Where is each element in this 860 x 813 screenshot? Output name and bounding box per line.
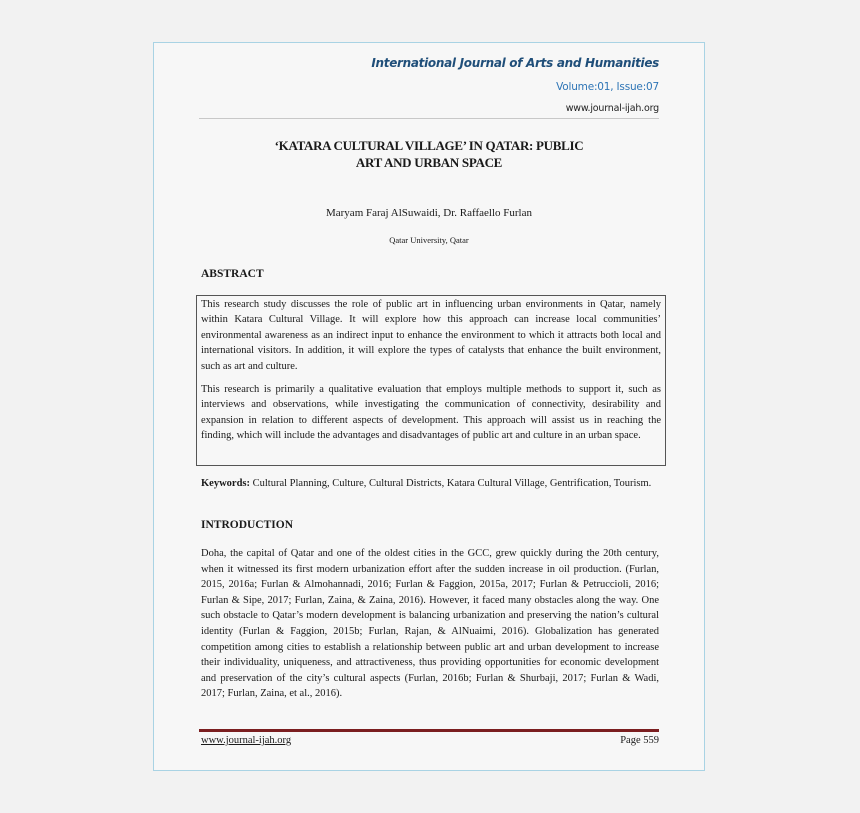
footer-url-link[interactable]: www.journal-ijah.org [201,735,292,746]
journal-title: International Journal of Arts and Humanities [371,56,659,70]
page-number: Page 559 [620,735,659,746]
journal-url[interactable]: www.journal-ijah.org [565,103,659,114]
introduction-body: Doha, the capital of Qatar and one of the oldest cities in the GCC, grew quickly during the 20th century, when it witnessed its first modern urbanization effort after the sudden increase in oil production. (Furlan, 2015, 2016a; Furlan & Almohannadi, 2016; Furlan & Faggion, 2015a, 2017; Furlan & Petruccioli, 2016; Furlan & Sipe, 2017; Furlan, Zaina, & Zaina, 2016). However, it faced many obstacles along the way. One such obstacle to Qatar’s modern development is balancing urbanization and preserving the nation’s cultural identity (Furlan & Faggion, 2015b; Furlan, Rajan, & AlNuaimi, 2016). Globalization has generated competition among cities to establish a relationship between public art and urban development to increase their individuality, uniqueness, and attractiveness, thus providing opportunities for economic development and preservation of the city’s cultural aspects (Furlan, 2016b; Furlan & Shurbaji, 2017; Furlan & Wadi, 2017; Furlan, Zaina, et al., 2016). [201,548,659,700]
abstract-box [196,295,666,466]
keywords-label: Keywords: [201,478,250,489]
keywords [201,476,659,492]
header-divider [199,118,659,119]
document-page [153,42,705,771]
article-affiliation: Qatar University, Qatar [389,235,469,245]
journal-volume: Volume:01, Issue:07 [556,81,659,93]
article-title [199,137,659,171]
keywords-text: Cultural Planning, Culture, Cultural Districts, Katara Cultural Village, Gentrification, Tourism. [250,478,652,489]
footer-divider [199,729,659,732]
article-title-line1: ‘KATARA CULTURAL VILLAGE’ IN QATAR: PUBLIC [274,138,584,153]
article-authors: Maryam Faraj AlSuwaidi, Dr. Raffaello Furlan [325,207,532,219]
abstract-paragraph-2: This research is primarily a qualitative evaluation that employs multiple methods to support it, such as interviews and observations, while investigating the communication of connectivity, desirability and expansion in relation to different aspects of development. This approach will assist us in reaching the finding, which will include the advantages and disadvantages of public art and culture in an urban space. [201,384,661,442]
abstract-heading: ABSTRACT [201,268,264,280]
introduction-heading: INTRODUCTION [201,519,294,531]
abstract-paragraph-1: This research study discusses the role of public art in influencing urban environments in Qatar, namely within Katara Cultural Village. It will explore how this approach can increase local communities’ environmental awareness as an indirect input to enhance the environment to which it attracts both local and international visitors. In addition, it will explore the types of catalysts that enhance the built environment, such as art and culture. [201,299,661,372]
article-title-line2: ART AND URBAN SPACE [355,155,503,170]
